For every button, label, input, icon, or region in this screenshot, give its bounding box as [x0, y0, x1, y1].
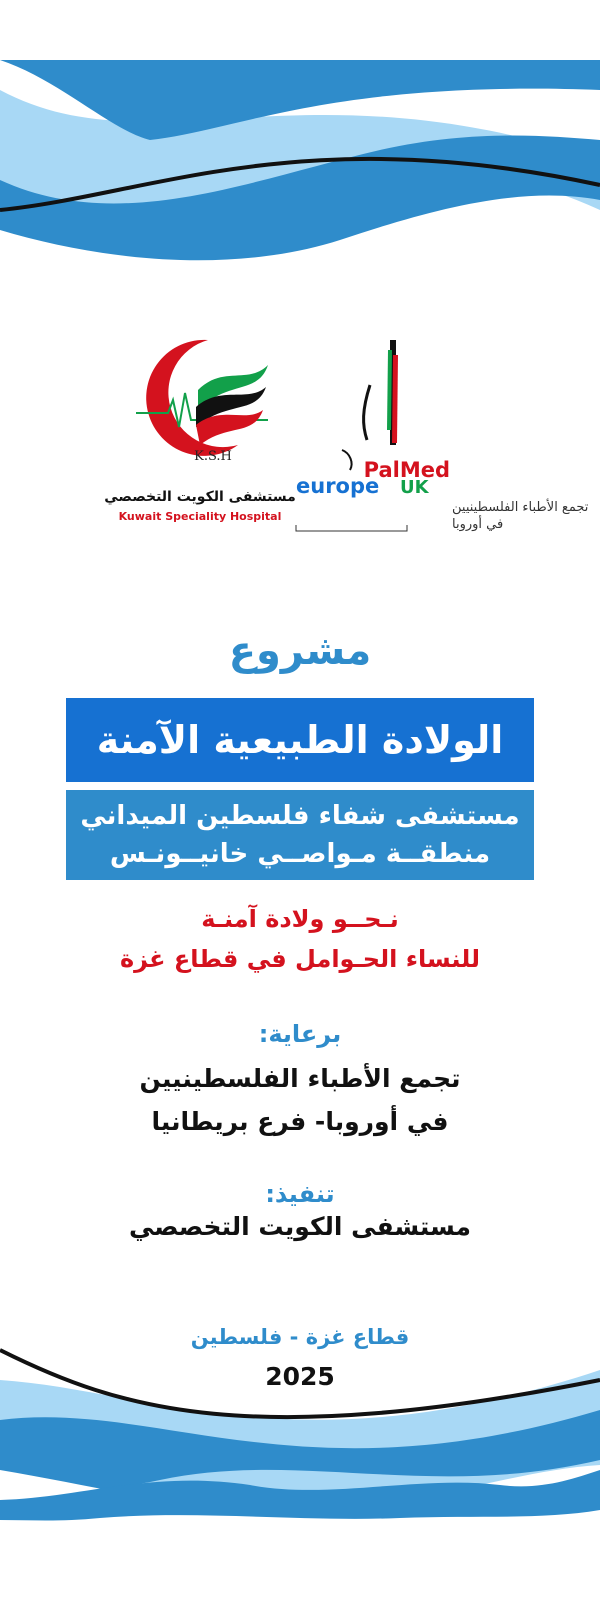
top-wave-decoration [0, 60, 600, 270]
sponsor-line-2: في أوروبا- فرع بريطانيا [151, 1107, 449, 1136]
palmed-brand: PalMed [363, 458, 450, 482]
footer-location: قطاع غزة - فلسطين [190, 1325, 410, 1349]
execution-label: تنفيذ: [265, 1180, 335, 1208]
palmed-europe: europe [296, 474, 380, 498]
palmed-europe-uk-logo [292, 335, 589, 540]
bottom-wave-decoration [0, 1350, 600, 1530]
ksh-english-name: Kuwait Speciality Hospital [118, 510, 282, 523]
kuwait-speciality-hospital-logo [104, 335, 296, 535]
slogan-line-2: للنساء الحـوامل في قطاع غزة [119, 945, 480, 973]
footer-year: 2025 [265, 1362, 335, 1391]
palmed-tagline-1: تجمع الأطباء الفلسطينيين [452, 500, 589, 515]
project-title: الولادة الطبيعية الآمنة [96, 718, 504, 762]
location-line-1: مستشفى شفاء فلسطين الميداني [80, 801, 520, 831]
project-title-banner [66, 698, 534, 782]
project-label: مشروع [228, 628, 372, 674]
location-line-2: منطقــة مـواصــي خانيــونـس [109, 839, 491, 869]
sponsor-line-1: تجمع الأطباء الفلسطينيين [139, 1064, 461, 1093]
ksh-arabic-name: مستشفى الكويت التخصصي [104, 489, 296, 505]
palmed-tagline-2: في أوروبا [452, 517, 504, 532]
execution-name: مستشفى الكويت التخصصي [128, 1212, 472, 1241]
ksh-monogram: K.S.H [194, 449, 232, 464]
sponsor-label: برعاية: [258, 1020, 342, 1048]
palmed-uk: UK [400, 477, 429, 498]
slogan-line-1: نـحــو ولادة آمنـة [201, 905, 399, 933]
location-banner [66, 790, 534, 880]
